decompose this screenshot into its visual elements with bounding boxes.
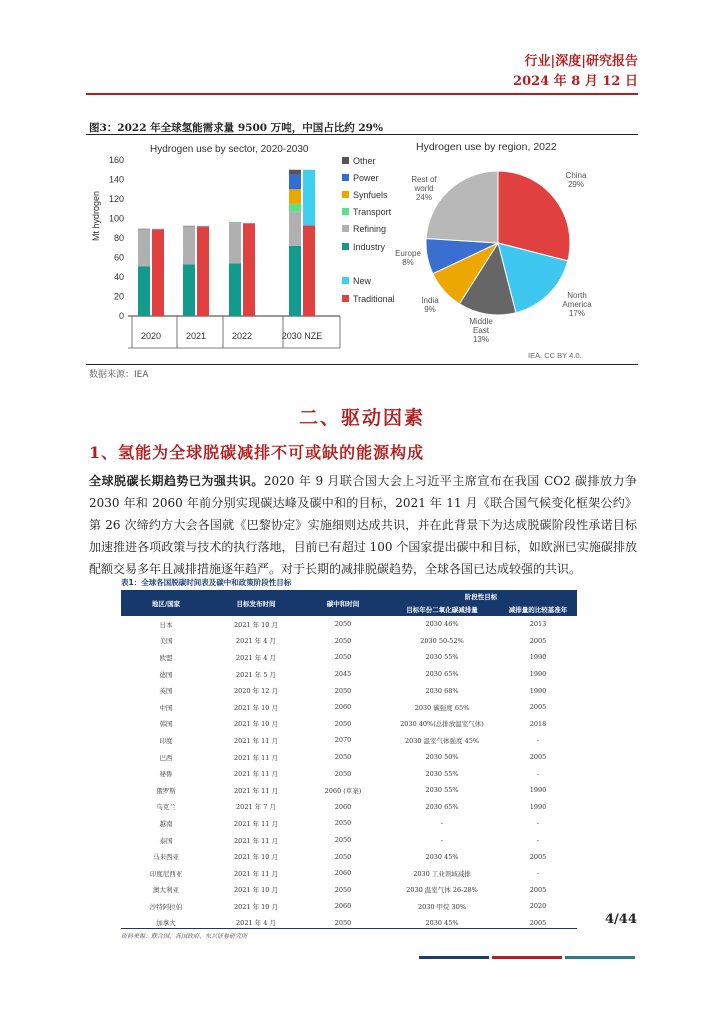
table-cell: 中国 (159, 703, 173, 712)
table-cell: 马来西亚 (153, 853, 179, 862)
figure-top-rule (86, 134, 638, 135)
table-cell: 2030 甲烷 30% (417, 902, 467, 911)
table-row (121, 765, 577, 782)
pie-label: China (565, 171, 587, 180)
table-cell: 2005 (529, 885, 547, 894)
table-cell: 2060 (草案) (324, 786, 362, 795)
table-row (121, 782, 577, 799)
bar-other (183, 226, 195, 227)
table-cell: 2050 (334, 885, 352, 894)
table-cell: - (536, 836, 540, 845)
table-cell: 2070 (334, 736, 352, 745)
table-row (121, 898, 577, 915)
table-row (121, 633, 577, 650)
bar-transport (229, 223, 241, 224)
bar-chart-ylabel: Mt hydrogen (91, 190, 101, 242)
table-cell: 2005 (529, 852, 547, 861)
table-cell: 欧盟 (159, 653, 173, 662)
table-bottom-rule (121, 928, 577, 929)
pie-value-label: 17% (568, 309, 586, 318)
pie-value-label: 29% (567, 180, 585, 189)
table-cell: 韩国 (159, 720, 173, 729)
table-cell: 2021 年 11 月 (233, 753, 278, 762)
subsection-title: 1、氢能为全球脱碳减排不可或缺的能源构成 (89, 443, 425, 462)
legend-label: Other (353, 156, 376, 166)
table-cell: 2030 45% (425, 852, 459, 861)
legend-swatch (342, 174, 349, 181)
pie-label: North America (562, 291, 592, 309)
bar-refining (183, 226, 195, 264)
pie-label: India (421, 296, 439, 305)
table-cell: 2030 55% (425, 653, 459, 662)
table-cell: 2021 年 11 月 (233, 770, 278, 779)
table-cell: 2030 碳强度 65% (414, 703, 470, 712)
table-cell: 2030 温室气体强度 45% (404, 736, 480, 745)
bar-refining (138, 229, 150, 266)
y-tick-label: 140 (108, 174, 124, 185)
figure-caption: 图3：2022 年全球氢能需求量 9500 万吨，中国占比约 29% (89, 122, 383, 134)
bar-new (243, 223, 255, 224)
table-cell: 2030 55% (425, 769, 459, 778)
y-tick-label: 100 (108, 213, 124, 224)
pie-value-label: 9% (424, 305, 436, 314)
legend-label: Refining (353, 224, 387, 234)
x-tick-label: 2030 NZE (281, 331, 323, 341)
table-row (121, 732, 577, 749)
table-cell: 2030 68% (425, 686, 459, 695)
col-release: 目标发布时间 (211, 590, 301, 616)
table-cell: 德国 (159, 670, 173, 679)
table-row (121, 815, 577, 832)
report-date: 2024 年 8 月 12 日 (513, 74, 638, 89)
table-cell: 沙特阿拉伯 (149, 902, 183, 911)
pie-slice-rest-of-world (426, 171, 498, 243)
table-cell: 2050 (334, 918, 352, 927)
table-cell: 1990 (529, 653, 547, 662)
table-cell: 2050 (334, 636, 352, 645)
header-rule (86, 93, 638, 95)
table-cell: 2030 50-52% (420, 636, 464, 645)
table-cell: 2050 (334, 753, 352, 762)
bar-traditional (197, 226, 209, 316)
legend-label: Traditional (353, 294, 395, 304)
table-cell: 2021 年 11 月 (233, 819, 278, 828)
pie-label: Rest of world (411, 175, 437, 193)
table-cell: 2021 年 10 月 (233, 902, 278, 911)
footer-bar (419, 944, 638, 947)
table-cell: 2021 年 10 月 (233, 620, 278, 629)
y-tick-label: 20 (113, 291, 124, 302)
legend-label: New (353, 276, 372, 286)
section-title: 二、驱动因素 (298, 407, 425, 429)
table-cell: 2030 温室气体 26-28% (406, 886, 478, 895)
page-number: 4/44 (605, 912, 637, 927)
bar-industry (229, 263, 241, 316)
table-cell: 秘鲁 (159, 770, 173, 779)
table-cell: 1990 (529, 802, 547, 811)
table-cell: 俄罗斯 (156, 786, 176, 795)
table-cell: 2030 65% (425, 802, 459, 811)
legend-swatch (342, 191, 349, 198)
table-row (121, 666, 577, 683)
table-cell: 2050 (334, 769, 352, 778)
table-cell: 2021 年 11 月 (233, 736, 278, 745)
legend-label: Power (353, 173, 379, 183)
table-cell: 澳大利亚 (153, 886, 179, 895)
legend-label: Transport (353, 207, 392, 217)
table-cell: 2021 年 10 月 (233, 886, 278, 895)
table-cell: 2030 工业领域减排 (413, 869, 471, 878)
table-cell: 加拿大 (156, 919, 176, 928)
paragraph-body: 2020 年 9 月联合国大会上习近平主席宣布在我国 CO2 碳排放力争 2030 年和 2060 年前分别实现碳达峰及碳中和的目标，2021 年 11 月《联合国气候变化框架公约》第 26 次缔约方大会各国就《巴黎协定》实施细则达成共识，并在此背景下为达成脱碳阶段性承诺目标加速推进各项政策与技术的执行落地，目前已有超过 100 个国家提出碳中和目标，如欧洲已实施碳排放配额交易多年且减排措施逐年趋严。对于长期的减排脱碳趋势，全球各国已达成较强的共识。 (89, 474, 637, 576)
col-neutral: 碳中和时间 (301, 590, 385, 616)
table-row (121, 832, 577, 849)
table-cell: 2021 年 4 月 (236, 653, 276, 662)
table-cell: - (536, 869, 540, 878)
pie-label: Europe (395, 249, 421, 258)
policy-table (121, 590, 577, 931)
table-cell: 1990 (529, 686, 547, 695)
y-tick-label: 80 (113, 233, 124, 243)
table-cell: - (440, 836, 444, 845)
col-phase: 阶段性目标 (385, 590, 577, 603)
y-tick-label: 120 (108, 194, 124, 204)
legend-swatch (342, 157, 349, 164)
footer-stripe-3 (565, 956, 635, 959)
table-row (121, 649, 577, 666)
table-row (121, 716, 577, 733)
table-row (121, 865, 577, 882)
table-cell: 越南 (159, 819, 173, 828)
table-cell: 2020 (529, 902, 547, 911)
table-cell: - (536, 769, 540, 778)
table-cell: 2021 年 11 月 (233, 786, 278, 795)
table-row (121, 699, 577, 716)
table-cell: 2050 (334, 836, 352, 845)
footer-stripe-2 (492, 956, 562, 959)
table-cell: 2030 55% (425, 786, 459, 795)
pie-value-label: 13% (472, 335, 490, 344)
pie-value-label: 8% (402, 258, 414, 267)
table-cell: 2021 年 10 月 (233, 703, 278, 712)
pie-chart (395, 171, 592, 344)
figure (90, 136, 634, 364)
y-tick-label: 60 (113, 252, 124, 263)
pie-label: Middle East (469, 317, 493, 335)
table-cell: 2013 (529, 620, 547, 629)
table-cell: 英国 (159, 687, 173, 696)
legend-swatch (342, 277, 349, 284)
table-cell: 2050 (334, 653, 352, 662)
y-tick-label: 40 (113, 272, 124, 282)
table-cell: - (536, 736, 540, 745)
table-cell: 泰国 (159, 836, 173, 845)
table-cell: 2030 50% (425, 753, 459, 762)
pie-chart-title: Hydrogen use by region, 2022 (416, 141, 557, 153)
pie-value-label: 24% (415, 193, 433, 202)
table-row (121, 882, 577, 899)
table-row (121, 848, 577, 865)
bar-other (138, 229, 150, 230)
table-cell: 2030 46% (425, 620, 459, 629)
table-cell: 2021 年 11 月 (233, 836, 278, 845)
table-cell: 2021 年 4 月 (236, 919, 276, 928)
bar-chart (109, 155, 340, 348)
bar-new (303, 170, 315, 226)
table-cell: 2050 (334, 686, 352, 695)
x-tick-label: 2021 (185, 331, 207, 341)
table-caption: 表1：全球各国脱碳时间表及碳中和政策阶段性目标 (121, 578, 292, 587)
report-type: 行业|深度|研究报告 (524, 54, 638, 69)
bar-traditional (303, 225, 315, 316)
bar-transport (289, 204, 301, 212)
table-cell: 2021 年 5 月 (236, 670, 276, 679)
table-cell: 巴西 (159, 753, 173, 762)
body-paragraph (89, 470, 637, 580)
figure-credit: IEA. CC BY 4.0. (528, 351, 582, 360)
col-region: 地区/国家 (121, 590, 211, 616)
table-row (121, 799, 577, 816)
bar-power (289, 175, 301, 190)
paragraph-lead: 全球脱碳长期趋势已为强共识。 (89, 474, 264, 488)
table-cell: 2060 (334, 869, 352, 878)
table-cell: 2030 45% (425, 918, 459, 927)
legend-swatch (342, 243, 349, 250)
bar-other (289, 170, 301, 175)
table-cell: 乌克兰 (156, 803, 176, 812)
bar-new (197, 226, 209, 227)
table-cell: 2030 40%(总排放温室气体) (400, 720, 484, 729)
table-cell: 2021 年 10 月 (233, 853, 278, 862)
bar-traditional (243, 223, 255, 316)
table-cell: 2005 (529, 753, 547, 762)
bar-refining (229, 223, 241, 263)
col-baseline: 减排量的比较基准年 (499, 603, 577, 616)
figure-svg (90, 136, 634, 364)
table-cell: 2060 (334, 703, 352, 712)
table-cell: 2021 年 7 月 (236, 803, 276, 812)
x-tick-label: 2022 (231, 331, 253, 341)
legend-swatch (342, 225, 349, 232)
table-cell: 印度尼西亚 (149, 869, 183, 878)
table-cell: - (536, 819, 540, 828)
table-cell: 2050 (334, 819, 352, 828)
table-cell: 2030 65% (425, 670, 459, 679)
bar-chart-title: Hydrogen use by sector, 2020-2030 (150, 144, 309, 155)
table-cell: 2045 (334, 670, 352, 679)
table-cell: 2050 (334, 620, 352, 629)
table-cell: 2018 (529, 719, 547, 728)
legend-label: Industry (353, 242, 386, 252)
table-cell: 2060 (334, 802, 352, 811)
y-tick-label: 160 (108, 155, 124, 165)
legend-swatch (342, 208, 349, 215)
table-cell: 2021 年 11 月 (233, 869, 278, 878)
bar-industry (138, 266, 150, 316)
table-cell: 2005 (529, 636, 547, 645)
footer-stripe-1 (419, 956, 489, 959)
y-tick-label: 0 (118, 311, 124, 321)
table-cell: 日本 (159, 620, 173, 629)
table-cell: - (440, 819, 444, 828)
table-cell: 2060 (334, 902, 352, 911)
bar-industry (183, 264, 195, 316)
bar-new (152, 229, 164, 230)
table-cell: 2020 年 12 月 (233, 687, 278, 696)
bar-chart-legend (342, 156, 395, 304)
legend-swatch (342, 295, 349, 302)
table-source: 资料来源：联合国、各国政府、东兴证券研究所 (121, 933, 248, 940)
table-cell: 1990 (529, 670, 547, 679)
table-cell: 2050 (334, 719, 352, 728)
bar-traditional (152, 229, 164, 316)
table-row (121, 749, 577, 766)
table-cell: 美国 (159, 637, 173, 646)
table-cell: 1990 (529, 786, 547, 795)
x-tick-label: 2020 (140, 331, 162, 341)
bar-synfuels (289, 189, 301, 204)
table-cell: 2021 年 10 月 (233, 720, 278, 729)
bar-industry (289, 246, 301, 316)
table-cell: 2005 (529, 918, 547, 927)
bar-refining (289, 212, 301, 246)
table-cell: 2021 年 4 月 (236, 637, 276, 646)
figure-bottom-rule (86, 364, 638, 365)
legend-label: Synfuels (353, 190, 388, 200)
table-cell: 2050 (334, 852, 352, 861)
col-target: 目标年份二氧化碳减排量 (385, 603, 499, 616)
table-cell: 印度 (159, 736, 173, 745)
figure-source: 数据来源：IEA (89, 370, 149, 380)
table-row (121, 682, 577, 699)
table-cell: 2005 (529, 703, 547, 712)
bar-other (229, 222, 241, 223)
table-row (121, 616, 577, 633)
